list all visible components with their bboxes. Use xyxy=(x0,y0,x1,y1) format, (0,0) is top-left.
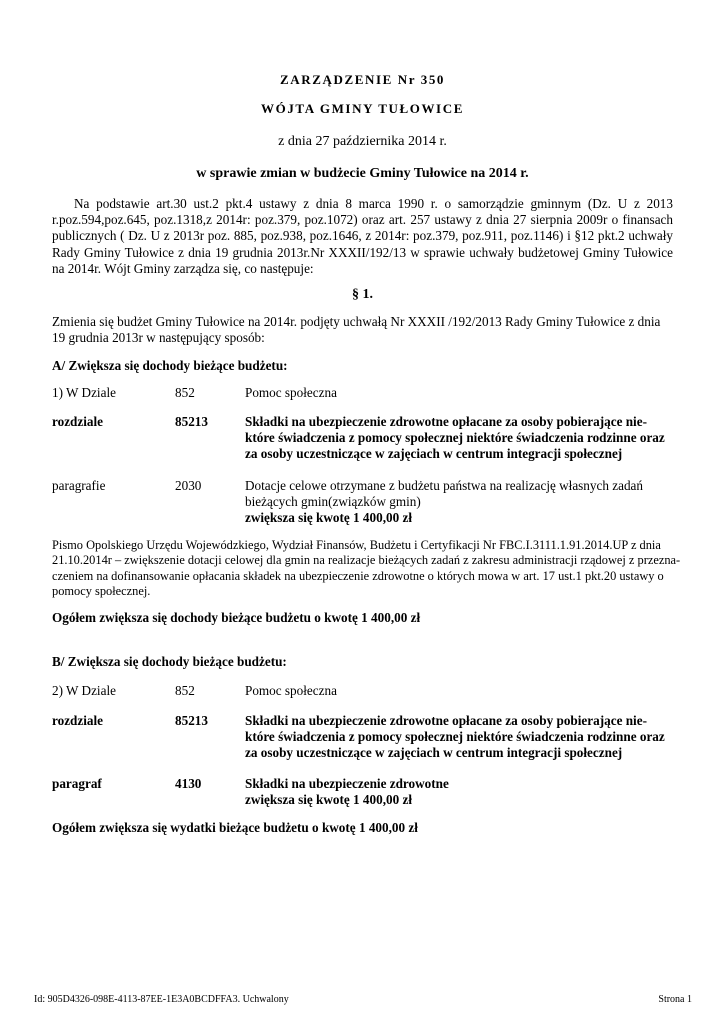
preamble-line: r.poz.594,poz.645, poz.1318,z 2014r: poz.379, poz.1072) oraz art. 257 ustawy z dnia 27 sierpnia 2009r o finansach xyxy=(52,212,673,228)
section-a-rozdzial-desc xyxy=(245,414,665,463)
document-subject: w sprawie zmian w budżecie Gminy Tułowice na 2014 r. xyxy=(196,166,529,181)
section-a-rozdzial-code: 85213 xyxy=(175,414,208,429)
note-line: pomocy społecznej. xyxy=(52,584,151,599)
section-a-heading: A/ Zwiększa się dochody bieżące budżetu: xyxy=(52,358,288,373)
desc-line: bieżących gmin(związków gmin) xyxy=(245,494,421,510)
section-a-dzial-code: 852 xyxy=(175,385,195,400)
footer-document-id: Id: 905D4326-098E-4113-87EE-1E3A0BCDFFA3. Uchwalony xyxy=(34,994,289,1005)
section-a-dzial-desc: Pomoc społeczna xyxy=(245,385,337,400)
desc-line: Składki na ubezpieczenie zdrowotne opłacane za osoby pobierające nie- xyxy=(245,713,647,728)
document-title: ZARZĄDZENIE Nr 350 xyxy=(279,72,446,87)
section-a-paragraf-label: paragrafie xyxy=(52,478,106,493)
preamble-line: Rady Gminy Tułowice z dnia 19 grudnia 2013r.Nr XXXII/192/13 w sprawie uchwały budżetowej Gminy Tułowice xyxy=(52,244,673,260)
note-line: 21.10.2014r – zwiększenie dotacji celowej dla gmin na realizacje bieżących zadań z zakresu administracji rządowej z przezna- xyxy=(52,553,681,568)
preamble-line: Na podstawie art.30 ust.2 pkt.4 ustawy z dnia 8 marca 1990 r. o samorządzie gminnym (Dz. U z 2013 xyxy=(74,196,673,211)
document-subtitle: WÓJTA GMINY TUŁOWICE xyxy=(261,101,464,116)
note-line: Pismo Opolskiego Urzędu Wojewódzkiego, Wydział Finansów, Budżetu i Certyfikacji Nr FBC.I.3111.1.91.2014.UP z dnia xyxy=(52,538,661,552)
section-b-dzial-label: 2) W Dziale xyxy=(52,683,116,698)
preamble-line: na 2014r. Wójt Gminy zarządza się, co następuje: xyxy=(52,260,314,276)
footer-page-number: Strona 1 xyxy=(658,994,692,1005)
section-b-rozdzial-code: 85213 xyxy=(175,713,208,728)
document-date: z dnia 27 października 2014 r. xyxy=(278,134,447,149)
desc-line: za osoby uczestniczące w zajęciach w centrum integracji społecznej xyxy=(245,745,623,761)
section-mark: § 1. xyxy=(352,287,373,302)
desc-line: Składki na ubezpieczenie zdrowotne xyxy=(245,776,449,791)
desc-line: Dotacje celowe otrzymane z budżetu państwa na realizację własnych zadań xyxy=(245,478,643,493)
section-b-heading: B/ Zwiększa się dochody bieżące budżetu: xyxy=(52,654,287,669)
desc-line: za osoby uczestniczące w zajęciach w centrum integracji społecznej xyxy=(245,446,623,462)
preamble xyxy=(52,196,673,277)
note-line: czeniem na dofinansowanie opłacania składek na ubezpieczenie zdrowotne o których mowa w art. 17 ust.1 pkt.20 ustawy o xyxy=(52,568,664,583)
desc-line: które świadczenia z pomocy społecznej niektóre świadczenia rodzinne oraz xyxy=(245,729,665,745)
section-b-paragraf-desc xyxy=(245,776,449,808)
desc-line: które świadczenia z pomocy społecznej niektóre świadczenia rodzinne oraz xyxy=(245,430,665,446)
intro xyxy=(52,314,677,346)
section-b-dzial-code: 852 xyxy=(175,683,195,698)
section-a-total: Ogółem zwiększa się dochody bieżące budżetu o kwotę 1 400,00 zł xyxy=(52,610,421,625)
section-a-paragraf-desc xyxy=(245,478,643,527)
intro-line: Zmienia się budżet Gminy Tułowice na 2014r. podjęty uchwałą Nr XXXII /192/2013 Rady Gminy Tułowice z dnia xyxy=(52,314,661,329)
desc-line: Składki na ubezpieczenie zdrowotne opłacane za osoby pobierające nie- xyxy=(245,414,647,429)
preamble-line: publicznych ( Dz. U z 2013r poz. 885, poz.938, poz.1646, z 2014r: poz.379, poz.911, poz.1146) i §12 pkt.2 uchwały xyxy=(52,228,673,244)
section-a-paragraf-code: 2030 xyxy=(175,478,202,493)
section-b-rozdzial-desc xyxy=(245,713,665,762)
section-a-note xyxy=(52,538,681,600)
section-a-rozdzial-label: rozdziale xyxy=(52,414,104,429)
section-b-paragraf-code: 4130 xyxy=(175,776,202,791)
section-b-total: Ogółem zwiększa się wydatki bieżące budżetu o kwotę 1 400,00 zł xyxy=(52,820,418,835)
section-a-dzial-label: 1) W Dziale xyxy=(52,385,116,400)
section-b-paragraf-label: paragraf xyxy=(52,776,102,791)
amount-line: zwiększa się kwotę 1 400,00 zł xyxy=(245,510,413,526)
section-b-dzial-desc: Pomoc społeczna xyxy=(245,683,337,698)
intro-line: 19 grudnia 2013r w następujący sposób: xyxy=(52,330,265,346)
section-b-rozdzial-label: rozdziale xyxy=(52,713,104,728)
amount-line: zwiększa się kwotę 1 400,00 zł xyxy=(245,792,413,808)
